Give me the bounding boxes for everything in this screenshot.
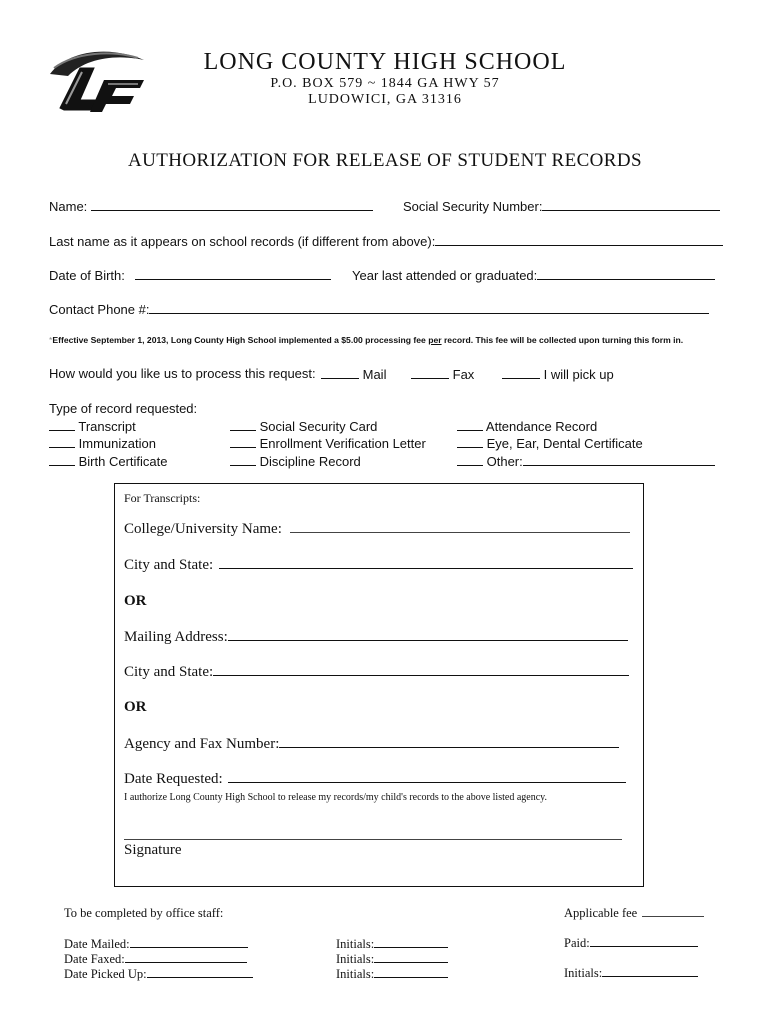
ssn-label: Social Security Number: xyxy=(403,199,543,214)
mailing-address-label: Mailing Address: xyxy=(124,629,228,645)
record-option-immunization[interactable]: Immunization xyxy=(49,435,156,451)
initials-label-3: Initials: xyxy=(336,967,375,981)
record-option-social-security-card[interactable]: Social Security Card xyxy=(230,418,377,434)
school-name: LONG COUNTY HIGH SCHOOL xyxy=(203,49,567,75)
city-state-label-2: City and State: xyxy=(124,664,214,680)
record-option-enrollment-verification[interactable]: Enrollment Verification Letter xyxy=(230,435,426,451)
ssn-field[interactable] xyxy=(403,198,720,214)
mailing-address-field[interactable] xyxy=(124,628,628,646)
date-mailed-label: Date Mailed: xyxy=(64,937,130,951)
record-option-eye-ear-dental[interactable]: Eye, Ear, Dental Certificate xyxy=(457,435,643,451)
name-label: Name: xyxy=(49,199,88,214)
process-question: How would you like us to process this request: xyxy=(49,366,316,381)
process-option-mail[interactable]: Mail xyxy=(321,366,386,382)
process-option-pickup[interactable]: I will pick up xyxy=(502,366,614,382)
signature-label: Signature xyxy=(124,842,182,858)
date-requested-label: Date Requested: xyxy=(124,771,223,787)
record-option-other[interactable]: Other: xyxy=(457,453,715,469)
paid-field[interactable] xyxy=(564,934,698,951)
date-picked-up-field[interactable] xyxy=(64,965,253,982)
form-title: AUTHORIZATION FOR RELEASE OF STUDENT RECORDS xyxy=(128,150,642,171)
date-picked-up-label: Date Picked Up: xyxy=(64,967,147,981)
or-divider-1: OR xyxy=(124,593,147,609)
dob-field[interactable] xyxy=(49,267,331,283)
transcripts-box xyxy=(114,483,644,887)
record-option-transcript[interactable]: Transcript xyxy=(49,418,136,434)
fee-notice: *Effective September 1, 2013, Long County High School implemented a $5.00 processing fee per record. This fee will be collected upon turning this form in. xyxy=(49,335,684,345)
city-state-label-1: City and State: xyxy=(124,557,214,573)
record-option-discipline-record[interactable]: Discipline Record xyxy=(230,453,361,469)
paid-label: Paid: xyxy=(564,936,590,950)
applicable-fee-label: Applicable fee xyxy=(564,906,638,920)
record-option-attendance-record[interactable]: Attendance Record xyxy=(457,418,597,434)
college-label: College/University Name: xyxy=(124,521,282,537)
initials-field-4[interactable] xyxy=(564,964,698,981)
date-requested-field[interactable] xyxy=(124,770,626,788)
year-label: Year last attended or graduated: xyxy=(352,268,538,283)
college-field[interactable] xyxy=(124,520,630,538)
or-divider-2: OR xyxy=(124,699,147,715)
phone-label: Contact Phone #: xyxy=(49,302,150,317)
record-option-birth-certificate[interactable]: Birth Certificate xyxy=(49,453,168,469)
address-line-1: P.O. BOX 579 ~ 1844 GA HWY 57 xyxy=(270,76,500,91)
office-heading: To be completed by office staff: xyxy=(64,906,224,920)
dob-label: Date of Birth: xyxy=(49,268,125,283)
initials-field-3[interactable] xyxy=(336,965,448,982)
applicable-fee-field[interactable] xyxy=(564,904,704,921)
record-type-label: Type of record requested: xyxy=(49,401,198,416)
name-field[interactable] xyxy=(49,198,373,214)
authorization-statement: I authorize Long County High School to release my records/my child's records to the above listed agency. xyxy=(124,792,547,803)
agency-fax-label: Agency and Fax Number: xyxy=(124,736,280,752)
transcripts-heading: For Transcripts: xyxy=(124,491,201,505)
year-field[interactable] xyxy=(352,267,715,283)
last-name-field[interactable] xyxy=(49,233,723,249)
process-option-fax[interactable]: Fax xyxy=(411,366,474,382)
initials-label-4: Initials: xyxy=(564,966,603,980)
agency-fax-field[interactable] xyxy=(124,735,619,753)
city-state-field-1[interactable] xyxy=(124,556,633,574)
phone-field[interactable] xyxy=(49,301,709,317)
signature-line[interactable] xyxy=(124,839,622,840)
date-faxed-label: Date Faxed: xyxy=(64,952,125,966)
initials-label-2: Initials: xyxy=(336,952,375,966)
address-line-2: LUDOWICI, GA 31316 xyxy=(308,92,462,107)
last-name-label: Last name as it appears on school records (if different from above): xyxy=(49,234,436,249)
city-state-field-2[interactable] xyxy=(124,663,629,681)
initials-label-1: Initials: xyxy=(336,937,375,951)
